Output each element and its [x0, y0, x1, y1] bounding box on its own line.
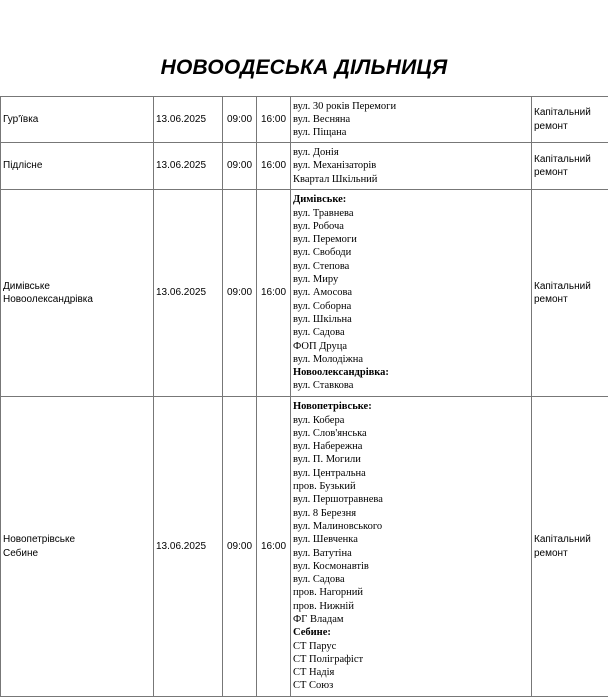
street-name: вул. Молодіжна	[293, 353, 529, 366]
street-name: ФОП Друца	[293, 340, 529, 353]
street-name: Квартал Шкільний	[293, 173, 529, 186]
settlement-heading: Себине:	[293, 626, 529, 639]
streets-cell	[291, 190, 532, 397]
street-name: СТ Надія	[293, 666, 529, 679]
street-name: вул. Ставкова	[293, 379, 529, 392]
start-time-cell: 09:00	[223, 143, 257, 190]
street-name: вул. Донія	[293, 146, 529, 159]
street-name: СТ Союз	[293, 679, 529, 692]
end-time-cell: 16:00	[257, 97, 291, 143]
street-name: вул. Малиновського	[293, 520, 529, 533]
start-time-cell: 09:00	[223, 190, 257, 397]
street-name: вул. Садова	[293, 326, 529, 339]
settlement-name: Себине	[3, 547, 151, 560]
street-name: вул. Амосова	[293, 286, 529, 299]
street-name: вул. Шкільна	[293, 313, 529, 326]
street-name: вул. Соборна	[293, 300, 529, 313]
work-type-text: ремонт	[534, 547, 606, 560]
table-row	[1, 397, 608, 697]
settlement-cell	[1, 143, 154, 190]
work-type-text: Капітальний	[534, 533, 606, 546]
settlement-heading: Новоолександрівка:	[293, 366, 529, 379]
date-cell: 13.06.2025	[154, 190, 223, 397]
street-name: вул. Весняна	[293, 113, 529, 126]
street-name: вул. Садова	[293, 573, 529, 586]
work-type-text: ремонт	[534, 293, 606, 306]
street-name: пров. Бузький	[293, 480, 529, 493]
street-name: вул. 8 Березня	[293, 507, 529, 520]
end-time-cell: 16:00	[257, 397, 291, 697]
settlement-cell	[1, 97, 154, 143]
table-row	[1, 190, 608, 397]
street-name: вул. Механізаторів	[293, 159, 529, 172]
work-type-text: Капітальний	[534, 153, 606, 166]
street-name: СТ Поліграфіст	[293, 653, 529, 666]
work-type-text: ремонт	[534, 120, 606, 133]
work-type-text: Капітальний	[534, 280, 606, 293]
street-name: СТ Парус	[293, 640, 529, 653]
street-name: вул. Піщана	[293, 126, 529, 139]
street-name: пров. Нижній	[293, 600, 529, 613]
street-name: вул. Степова	[293, 260, 529, 273]
work-type-text: Капітальний	[534, 106, 606, 119]
outage-schedule-table	[0, 96, 608, 697]
street-name: вул. П. Могили	[293, 453, 529, 466]
street-name: вул. Кобера	[293, 414, 529, 427]
work-type-text: ремонт	[534, 166, 606, 179]
street-name: вул. Травнева	[293, 207, 529, 220]
table-row	[1, 97, 608, 143]
streets-cell	[291, 143, 532, 190]
work-type-cell	[532, 97, 608, 143]
settlement-name: Димівське	[3, 280, 151, 293]
streets-cell	[291, 97, 532, 143]
page-title: НОВООДЕСЬКА ДІЛЬНИЦЯ	[0, 56, 608, 84]
settlement-heading: Новопетрівське:	[293, 400, 529, 413]
end-time-cell: 16:00	[257, 190, 291, 397]
work-type-cell	[532, 143, 608, 190]
settlement-heading: Димівське:	[293, 193, 529, 206]
street-name: вул. Робоча	[293, 220, 529, 233]
street-name: вул. Миру	[293, 273, 529, 286]
street-name: вул. Свободи	[293, 246, 529, 259]
streets-cell	[291, 397, 532, 697]
street-name: вул. Набережна	[293, 440, 529, 453]
street-name: вул. 30 років Перемоги	[293, 100, 529, 113]
settlement-name: Новоолександрівка	[3, 293, 151, 306]
street-name: пров. Нагорний	[293, 586, 529, 599]
end-time-cell: 16:00	[257, 143, 291, 190]
street-name: ФГ Владам	[293, 613, 529, 626]
schedule-body	[1, 97, 608, 697]
start-time-cell: 09:00	[223, 397, 257, 697]
date-cell: 13.06.2025	[154, 97, 223, 143]
settlement-name: Підлісне	[3, 159, 151, 172]
date-cell: 13.06.2025	[154, 397, 223, 697]
settlement-name: Гур'ївка	[3, 113, 151, 126]
start-time-cell: 09:00	[223, 97, 257, 143]
street-name: вул. Слов'янська	[293, 427, 529, 440]
settlement-cell	[1, 397, 154, 697]
street-name: вул. Космонавтів	[293, 560, 529, 573]
date-cell: 13.06.2025	[154, 143, 223, 190]
work-type-cell	[532, 397, 608, 697]
work-type-cell	[532, 190, 608, 397]
settlement-cell	[1, 190, 154, 397]
street-name: вул. Перемоги	[293, 233, 529, 246]
street-name: вул. Ватутіна	[293, 547, 529, 560]
street-name: вул. Шевченка	[293, 533, 529, 546]
settlement-name: Новопетрівське	[3, 533, 151, 546]
table-row	[1, 143, 608, 190]
street-name: вул. Першотравнева	[293, 493, 529, 506]
street-name: вул. Центральна	[293, 467, 529, 480]
